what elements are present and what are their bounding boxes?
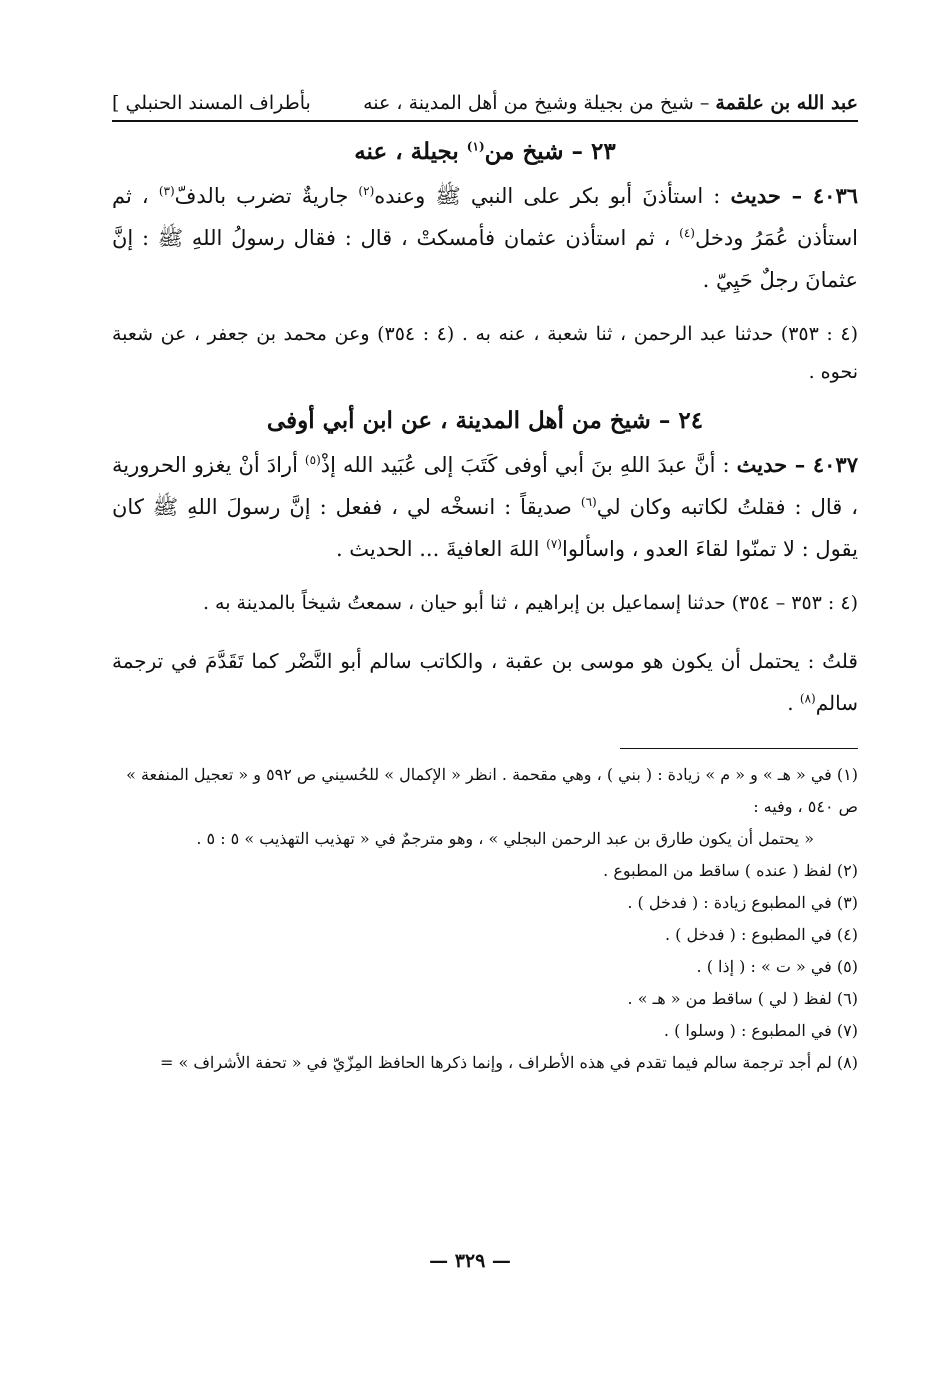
footnote-6: (٦) لفظ ( لي ) ساقط من « هـ » . (627, 989, 858, 1008)
hadith-4036 (112, 175, 858, 301)
hadith-number: ٤٠٣٦ (812, 183, 859, 208)
hadith-text: : استأذنَ أبو بكر على النبي ﷺ وعنده (374, 184, 731, 208)
section-heading-23 (112, 138, 858, 165)
hadith-text: : أنَّ عبدَ اللهِ بنَ أبي أوفى كَتَبَ إلى عُبَيد الله إذْ (320, 453, 737, 477)
footnote-ref: (٤) (679, 226, 695, 240)
header-right-text (363, 92, 858, 114)
running-header (112, 92, 858, 122)
header-book-title: بأطراف المسند الحنبلي ] (112, 92, 311, 114)
page-body (112, 92, 858, 1079)
hadith-text: اللهَ العافيةَ ... الحديث . (335, 537, 547, 561)
editor-comment (112, 640, 858, 724)
footnote-4: (٤) في المطبوع : ( فدخل ) . (664, 925, 858, 944)
footnotes (112, 759, 858, 1079)
footnote-ref: (١) (466, 139, 485, 154)
heading-text: ٢٣ – شيخ من (484, 138, 616, 165)
hadith-source: (٤ : ٣٥٣ – ٣٥٤) حدثنا إسماعيل بن إبراهيم ، ثنا أبو حيان ، سمعتُ شيخاً بالمدينة به . (202, 592, 858, 614)
hadith-source: (٤ : ٣٥٣) حدثنا عبد الرحمن ، ثنا شعبة ، عنه به . (٤ : ٣٥٤) وعن محمد بن جعفر ، عن شعبة نحوه . (112, 323, 858, 383)
section-heading-24: ٢٤ – شيخ من أهل المدينة ، عن ابن أبي أوفى (266, 407, 704, 434)
footnote-ref: (٢) (358, 184, 375, 198)
footnote-1-quote: « يحتمل أن يكون طارق بن عبد الرحمن البجلي » ، وهو مترجمٌ في « تهذيب التهذيب » ٥ : ٥ . (196, 829, 814, 848)
footnote-ref: (٣) (158, 184, 175, 198)
footnote-ref: (٧) (546, 537, 562, 551)
header-title: عبد الله بن علقمة (715, 92, 858, 114)
footnote-2: (٢) لفظ ( عنده ) ساقط من المطبوع . (603, 861, 858, 880)
page-number: — ٣٢٩ — (429, 1250, 511, 1272)
hadith-4037 (112, 444, 858, 570)
hadith-number: ٤٠٣٧ (812, 452, 858, 477)
hadith-label: – حديث (730, 183, 813, 208)
hadith-label: – حديث (736, 452, 813, 477)
footnote-ref: (٥) (304, 453, 321, 467)
comment-text: قلتُ : يحتمل أن يكون هو موسى بن عقبة ، والكاتب سالم أبو النَّضْر كما تَقَدَّمَ في ترجمة سالم (112, 649, 858, 715)
heading-text: بجيلة ، عنه (354, 138, 467, 165)
comment-text: . (787, 691, 800, 715)
footnote-5: (٥) في « ت » : ( إذا ) . (696, 957, 858, 976)
footnote-ref: (٦) (580, 495, 597, 509)
footnote-3: (٣) في المطبوع زيادة : ( فدخل ) . (627, 893, 858, 912)
hadith-text: ، ثم استأذن عثمان فأمسكتْ ، قال : فقال رسولُ اللهِ ﷺ : إنَّ عثمانَ رجلٌ حَيِيّ . (112, 226, 858, 292)
footnote-ref: (٨) (799, 691, 816, 706)
hadith-text: ، ثم استأذن عُمَرُ ودخل (112, 184, 858, 250)
footnote-divider (620, 748, 858, 749)
footnote-1: (١) في « هـ » و « م » زيادة : ( بني ) ، وهي مقحمة . انظر « الإكمال » للحُسيني ص ٥٩٢ و « تعجيل المنفعة » ص ٥٤٠ ، وفيه : (126, 765, 858, 816)
footnote-7: (٧) في المطبوع : ( وسلوا ) . (663, 1021, 858, 1040)
footnote-8: (٨) لم أجد ترجمة سالم فيما تقدم في هذه الأطراف ، وإنما ذكرها الحافظ المِزّيّ في « تحفة الأشراف » = (159, 1053, 858, 1072)
hadith-text: جاريةٌ تضرب بالدفّ (174, 184, 359, 208)
hadith-text: أرادَ أنْ يغزو الحرورية ، قال : فقلتُ لكاتبه وكان لي (112, 453, 859, 519)
header-subtitle: – شيخ من بجيلة وشيخ من أهل المدينة ، عنه (363, 92, 710, 114)
hadith-text: صديقاً : انسخْه لي ، ففعل : إنَّ رسولَ اللهِ ﷺ كان يقول : لا تمنّوا لقاءَ العدو ، واسألوا (112, 495, 858, 561)
